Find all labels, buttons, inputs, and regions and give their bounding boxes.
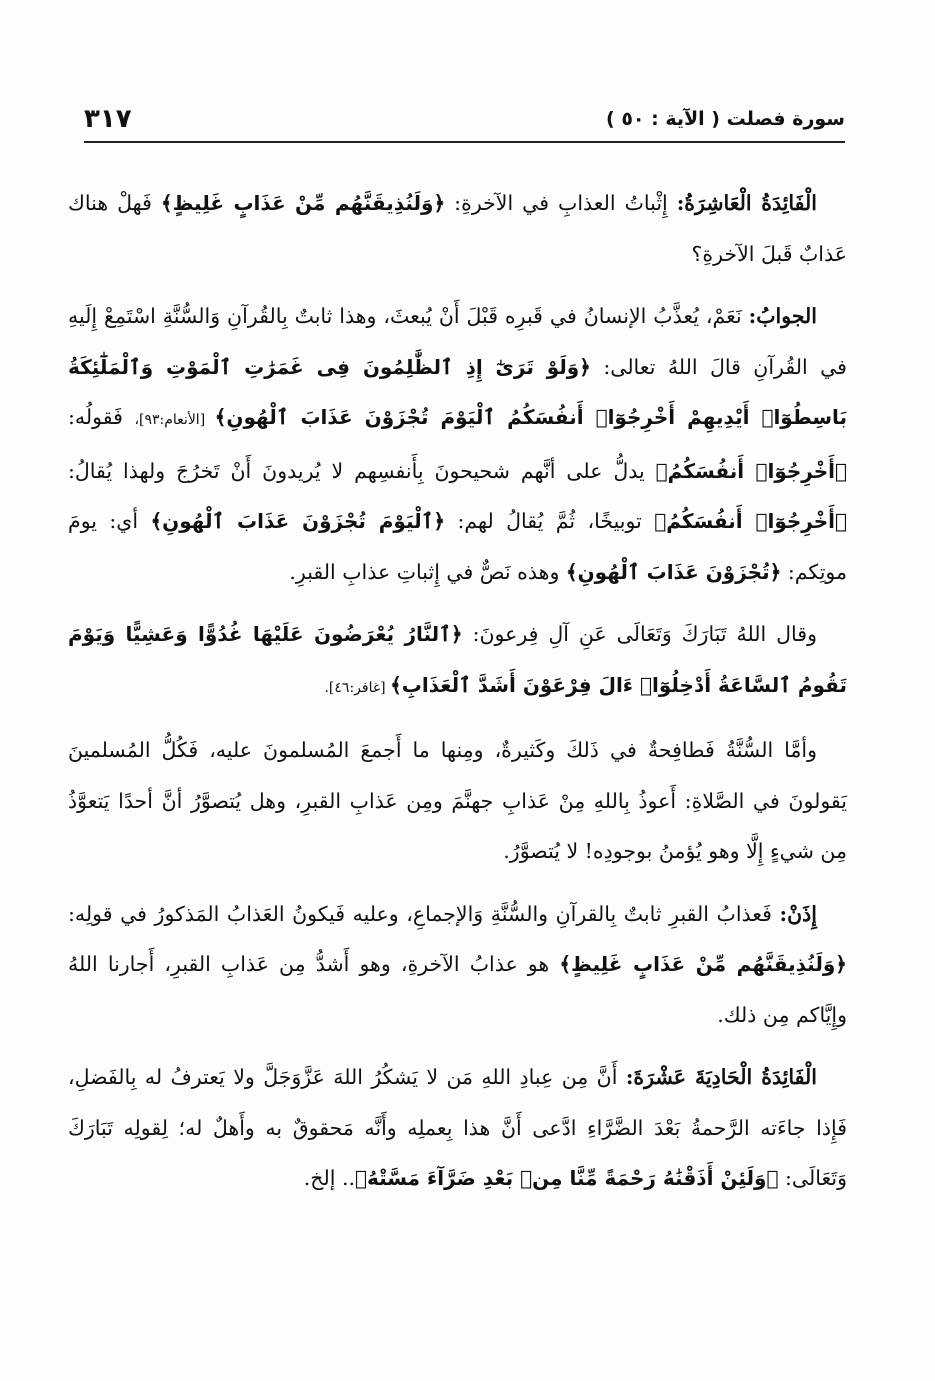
body-text: نَعَمْ، يُعذَّبُ الإنسانُ في قَبرِه قَبْلَ أَنْ يُبعثَ، وهذا ثابتٌ بِالقُرآنِ وَالسُّنَّةِ اسْتَمِعْ إِلَيهِ في القُرآنِ قالَ اللهُ تعالى: (68, 304, 847, 379)
body-text: .. إلخ. (303, 1166, 355, 1190)
verse-reference: [غافر:٤٦]. (324, 679, 391, 696)
page-body (68, 178, 847, 1216)
chapter-title: سورة فصلت ( الآية : ٥٠ ) (606, 108, 845, 130)
paragraph-heading: الجوابُ: (748, 304, 817, 328)
body-text: أي: يومَ موتِكم: (68, 509, 847, 584)
paragraph-answer (68, 291, 847, 597)
quran-verse: ﴿ٱلنَّارُ يُعْرَضُونَ عَلَيْهَا غُدُوًّا وَعَشِيًّا وَيَوْمَ تَقُومُ ٱلسَّاعَةُ أَدْخِلُوٓا۟ ءَالَ فِرْعَوْنَ أَشَدَّ ٱلْعَذَابِ﴾ (68, 622, 847, 697)
paragraph-benefit-11 (68, 1052, 847, 1204)
quran-verse: ﴿أَخْرِجُوٓا۟ أَنفُسَكُمُ﴾ (654, 509, 847, 533)
quran-verse: ﴿وَلَئِنْ أَذَقْنَٰهُ رَحْمَةً مِّنَّا مِنۢ بَعْدِ ضَرَّآءَ مَسَّتْهُ﴾ (355, 1166, 779, 1190)
paragraph-pharaoh (68, 609, 847, 713)
page-number: ٣١٧ (84, 104, 132, 134)
header-divider (84, 141, 845, 143)
body-text: فَقولُه: (68, 405, 135, 429)
verse-reference: [الأنعام:٩٣]، (134, 412, 215, 428)
body-text: توبيخًا، ثُمَّ يُقالُ لهم: (445, 509, 655, 533)
quran-verse: ﴿أَخْرِجُوٓا۟ أَنفُسَكُمُ﴾ (655, 458, 847, 483)
quran-verse: ﴿تُجْزَوْنَ عَذَابَ ٱلْهُونِ﴾ (565, 559, 782, 584)
body-text: وأمَّا السُّنَّةُ فَطافِحةٌ في ذَلكَ وكَثيرةٌ، ومِنها ما أَجمعَ المُسلمونَ عليه، فَكُلُّ المُسلمينَ يَقولونَ في الصَّلاةِ: أَعوذُ بِاللهِ مِنْ عَذابِ جهنَّمَ ومِن عَذابِ القبرِ، وهل يُتصوَّرُ أنَّ أحدًا يَتعوَّذُ مِن شيءٍ إِلَّا وهو يُؤمنُ بوجودِه! لا يُتصوَّرُ. (68, 738, 847, 863)
body-text: إِثْباتُ العذابِ في الآخرةِ: (445, 191, 677, 215)
quran-verse: ﴿وَلَنُذِيقَنَّهُم مِّنْ عَذَابٍ غَلِيظٍ﴾ (160, 191, 446, 215)
page-header (84, 104, 845, 140)
quran-verse: ﴿ٱلْيَوْمَ تُجْزَوْنَ عَذَابَ ٱلْهُونِ﴾ (150, 509, 446, 533)
body-text: وهذه نَصٌّ في إِثباتِ عذابِ القبرِ. (289, 559, 566, 584)
body-text: هو عذابُ الآخرةِ، وهو أَشدُّ مِن عَذابِ القبرِ، أَجارنا اللهُ وإِيَّاكم مِن ذلك. (68, 952, 847, 1027)
paragraph-benefit-10 (68, 178, 847, 279)
body-text: فَهلْ هناك عَذابٌ قَبلَ الآخرةِ؟ (68, 191, 847, 266)
paragraph-sunnah (68, 725, 847, 877)
body-text: فَعذابُ القبرِ ثابتٌ بِالقرآنِ والسُّنَّةِ وَالإجماعِ، وعليه فَيكونُ العَذابُ المَذكورُ في قولِه: (68, 901, 780, 926)
body-text: وقال اللهُ تَبَارَكَ وَتَعَالَى عَنِ آلِ فِرعونَ: (462, 622, 817, 646)
quran-verse: ﴿وَلَنُذِيقَنَّهُم مِّنْ عَذَابٍ غَلِيظٍ﴾ (559, 952, 847, 976)
paragraph-heading: الْفَائِدَةُ الْعَاشِرَةُ: (676, 191, 817, 215)
paragraph-heading: الْفَائِدَةُ الْحَادِيَةَ عَشْرَةَ: (625, 1065, 817, 1089)
paragraph-heading: إِذَنْ: (779, 901, 817, 926)
body-text: يدلُّ على أنَّهم شحيحونَ بِأَنفسِهم لا يُريدونَ أَنْ تَخرُجَ ولهذا يُقالُ: (68, 458, 656, 483)
quran-verse: ﴿وَلَوْ تَرَىٰٓ إِذِ ٱلظَّٰلِمُونَ فِى غَمَرَٰتِ ٱلْمَوْتِ وَٱلْمَلَٰٓئِكَةُ بَاسِطُوٓا۟ أَيْدِيهِمْ أَخْرِجُوٓا۟ أَنفُسَكُمُ ٱلْيَوْمَ تُجْزَوْنَ عَذَابَ ٱلْهُونِ﴾ (68, 354, 848, 429)
body-text: أَنَّ مِن عِبادِ اللهِ مَن لا يَشكُرُ اللهَ عَزَّوَجَلَّ ولا يَعترفُ له بِالفَضلِ، فَإِذا جاءَته الرَّحمةُ بَعْدَ الضَّرَّاءِ ادَّعى أَنَّ هذا بِعملِه وأَنَّه مَحقوقٌ به وأَهلٌ له؛ لِقولِه تَبَارَكَ وَتَعَالَى: (68, 1065, 847, 1190)
paragraph-conclusion (68, 889, 847, 1041)
